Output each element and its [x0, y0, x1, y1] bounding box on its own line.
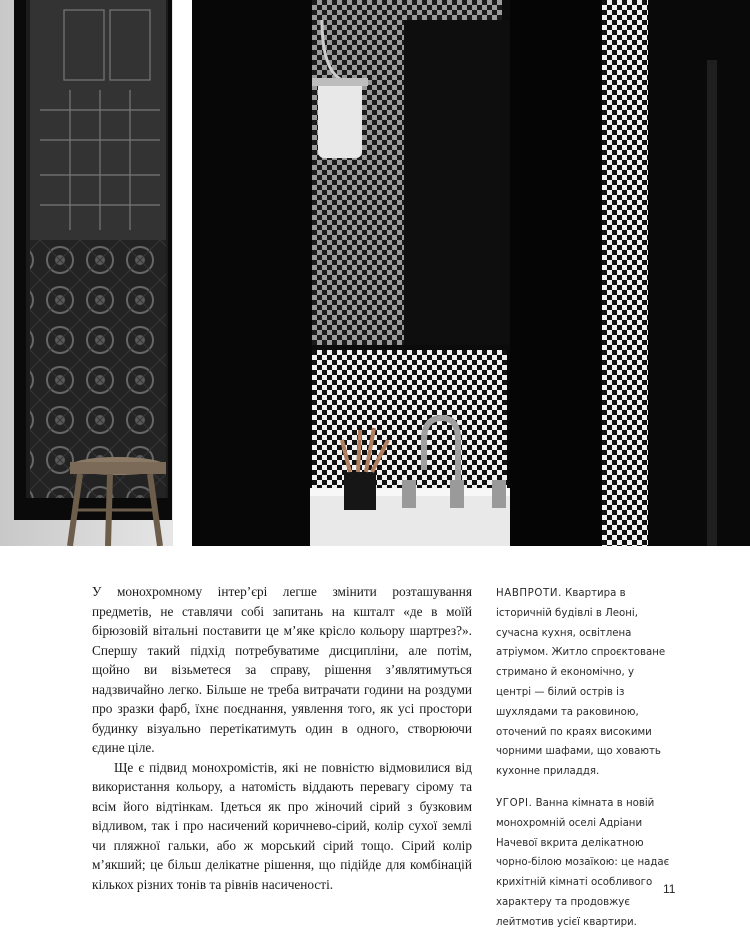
caption-above	[496, 794, 672, 933]
photo-captions	[496, 584, 672, 945]
body-paragraph: Ще є підвид монохромістів, які не повністю відмовилися від використання кольору, а натомість віддають перевагу сірому та всім його відтінкам. Ідеться як про жіночий сірий з бузковим відливом, так і про насичений коричнево-сірий, колір сухої землі чи пляжної гальки, або ж морський сірий тощо. Сірий колір м’якший; це більш делікатне рішення, що підійде для комбінацій кількох різних тонів та рівнів насиченості.	[92, 759, 472, 892]
body-paragraph: У монохромному інтер’єрі легше змінити розташування предметів, не ставлячи собі запитань на кшталт «де в моїй бірюзовій вітальні поставити це м’яке крісло кольору шартрез?». Спершу такий підхід потребуватиме дисципліни, але потім, щойно ви візьметеся за справу, рішення з’являтимуться надзвичайно легко. Більше не треба витрачати години на роздуми про зразки фарб, їхнє поєднання, уявлення того, як усі простори будинку візуально перетікатимуть один в одного, створюючи єдине ціле.	[92, 584, 472, 755]
photo-bathroom-mosaic	[192, 0, 750, 546]
caption-text: Ванна кімната в новій монохромній оселі Адріани Начевої вкрита делікатною чорно-білою мозаїкою: це надає крихітній кімнаті особливого характеру та продовжує лейтмотив усієї квартири.	[496, 797, 670, 928]
caption-text: Квартира в історичній будівлі в Леоні, сучасна кухня, освітлена атріумом. Житло спроєктоване стримано й економічно, у центрі — білий острів із шухлядами та раковиною, оточений по краях високими чорними шафами, що ховають кухонне приладдя.	[496, 588, 666, 778]
article-body	[92, 582, 472, 894]
photo-framed-artwork-and-stool	[0, 0, 173, 546]
caption-lead: УГОРІ.	[496, 797, 533, 809]
caption-opposite	[496, 584, 672, 782]
caption-lead: НАВПРОТИ.	[496, 588, 562, 599]
page-number: 11	[663, 882, 676, 896]
